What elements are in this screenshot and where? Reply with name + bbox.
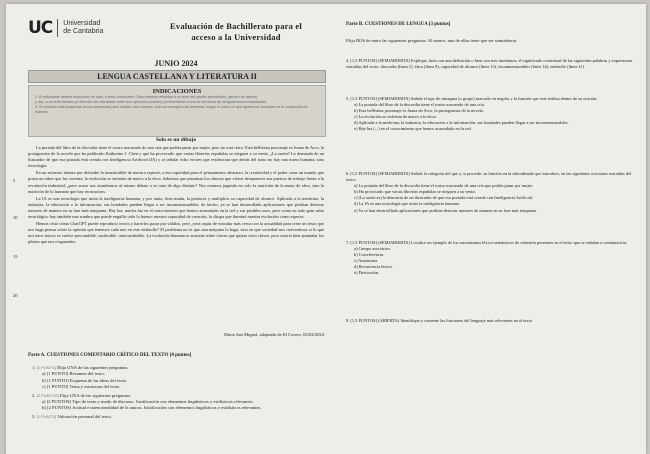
- question-option: a) [1 PUNTO] Resumen del texto.: [42, 371, 105, 377]
- question-7: [346, 240, 634, 277]
- question-1: [32, 365, 332, 391]
- logo-mark: UC: [28, 18, 53, 38]
- question-6: [346, 171, 634, 214]
- question-option: b) [2 PUNTOS] Actitud e intencionalidad de la autora. Justificación con elementos lingüísticos y estilísticos relevantes.: [42, 405, 262, 411]
- line-number: 5: [13, 178, 16, 183]
- question-option: b) Correferencia.: [354, 252, 384, 258]
- part-b-intro: Elija DOS de entre las siguientes preguntas. Al menos, una de ellas tiene que ser semiabierta.: [346, 38, 518, 43]
- question-option: c) Antonimia.: [354, 258, 379, 264]
- question-text: [1,5 PUNTOS] (ABIERTA) Identifique y comente las funciones del lenguaje más relevantes en el texto.: [350, 318, 534, 323]
- question-option: a) Campo asociativo.: [354, 246, 392, 252]
- question-option: d) La IA es una tecnología que imita la inteligencia humana.: [354, 201, 460, 207]
- question-2: [32, 393, 332, 412]
- article-signature: Marta San Miguel, adaptado de El Correo, 05/02/2024: [223, 332, 324, 337]
- question-4: [346, 58, 634, 70]
- question-option: d) Aplicada a la medicina, la industria, la educación o la información, sus bondades pueden llegar a ser inconmensurables.: [354, 120, 569, 126]
- question-option: c) (La razón es) la denuncia de un ilustrador de que esa portada está creada con Inteligencia Artificial.: [354, 195, 533, 201]
- exam-title-line-1: Evaluación de Bachillerato para el: [170, 21, 302, 31]
- question-option: a) La portada del libro de la discordia tiene el rostro macarado de una cría que podría pasar por mujer.: [354, 183, 533, 189]
- question-option: b) [1 PUNTO] Esquema de las ideas del texto.: [42, 377, 128, 383]
- question-option: e) Hay luz (...) en el conocimiento que hemos acumulado en la red.: [354, 126, 472, 132]
- question-option: d) Recurrencia léxica.: [354, 264, 393, 270]
- question-5: [346, 96, 634, 133]
- question-option: a) [2 PUNTOS] Tipo de texto y modo de discurso. Justificación con elementos lingüísticos y estilísticos relevantes.: [42, 399, 254, 405]
- subject-banner: LENGUA CASTELLANA Y LITERATURA II: [28, 70, 326, 83]
- question-text: Elija UNA de las siguientes preguntas:: [59, 392, 131, 398]
- question-3: [32, 414, 332, 420]
- article-paragraph: La IA es una tecnología que imita la inteligencia humana, y por tanto, bien usada, la potencia y multiplica su capacidad de alcance. Aplicada a la medicina, la industria, la educación o la información, sus bondades pueden llegar a ser inconmensurables; de hecho, ya se han desarrollado aplicaciones que podrían detectar tumores de manera en su fase más temprana. Hay luz, mucha luz en el conocimiento que hemos acumulado en la red y sus posibles usos, pero como en todo gran salto tecnológico hay también una sombra que puede engullir todo lo bueno: nuestra capacidad de creación, la chispa que iluminó nuestra evolución como especie.: [28, 195, 324, 220]
- question-number: 6.: [346, 171, 350, 176]
- logo-line-2: de Cantabria: [63, 28, 104, 35]
- part-a-title: Parte A. CUESTIONES COMENTARIO CRÍTICO DEL TEXTO [4 puntos]: [28, 353, 192, 358]
- instruction-line: 1. El estudiante deberá responder, en total, a siete cuestiones. Cinco estarán referidas a un texto del ámbito periodístico, género de opinión,: [35, 95, 259, 99]
- question-number: 8.: [346, 318, 350, 323]
- part-b-title: Parte B. CUESTIONES DE LENGUA [3 puntos]: [346, 22, 451, 27]
- question-text: [1,5 PUNTOS] (SEMIABIERTA) Señale la categoría del que y, si procede, su función en la subordinada que introduce, en las siguientes oraciones extraídas del texto:: [346, 171, 632, 183]
- question-text: [1,5 PUNTOS] (SEMIABIERTA) Localice un ejemplo de los mecanismos léxico-semánticos de cohesión presentes en el texto que se señalan a continuación:: [350, 240, 628, 245]
- question-number: 4.: [346, 58, 350, 63]
- question-option: c) La evolución se enfrenta de nuevo a la ética.: [354, 114, 437, 120]
- question-text: Valoración personal del texto.: [57, 413, 113, 419]
- question-option: e) Ya se han desarrollado aplicaciones que podrían detectar tumores de manera en su fase más temprana.: [354, 207, 538, 213]
- question-points: [1 PUNTO]: [36, 365, 57, 370]
- question-points: [1 PUNTO]: [36, 413, 57, 419]
- part-a-questions: [32, 363, 332, 420]
- instructions-title: INDICACIONES: [152, 88, 202, 95]
- question-text: [1,5 PUNTOS] (SEMIABIERTA) Explique, bien con una definición o bien con tres sinónimos, el significado contextual de las siguientes palabras y expresiones extraídas del texto: discordia (línea 1), ética (línea 8), capacidad de alcance (línea 13), inconmensurables (línea 14), embrollo (línea 21).: [346, 58, 633, 70]
- text-title: Solo es un dibujo: [155, 137, 197, 143]
- logo-divider: [57, 19, 58, 37]
- exam-page: [6, 4, 646, 454]
- exam-date: JUNIO 2024: [154, 59, 198, 68]
- exam-title: [156, 21, 316, 43]
- question-points: [2 PUNTOS]: [36, 392, 59, 398]
- logo-line-1: Universidad: [63, 20, 101, 27]
- question-number: 5.: [346, 96, 350, 101]
- question-option: b) Esta bellísima personaje es Juana de Arco, la protagonista de la novela.: [354, 108, 484, 114]
- question-text: Elija UNA de las siguientes preguntas:: [57, 365, 129, 370]
- question-option: e) Derivación.: [354, 270, 380, 276]
- instruction-line: 2. Si contesta más preguntas de las necesarias para realizar este examen, sólo se corregirán las primeras, según el orden en que aparezcan resueltas en el cuadernillo de examen.: [35, 105, 308, 114]
- logo-text: [63, 20, 103, 36]
- article-body: [28, 145, 324, 247]
- question-option: a) La portada del libro de la discordia tiene el rostro macarado de una cría.: [354, 102, 485, 108]
- instructions-box: [28, 85, 326, 137]
- article-paragraph: En un esfuerzo intento por defender lo insustituible de nuestra especie, a esa capacidad para el pensamiento abstracto, la creatividad y el poder crear un mundo que posea un ethos que las caverna, la evolución se enfrenta de nuevo a la ética. Sabemos que pensabas los obreros que vieron desaparecer sus puestos de trabajo frente a la revolución industrial, ¿pero acaso nos asombraros al mismo debate o se trata de algo distinto? Nos estamos jugando no solo la nutrición de la mano de obra, sino la nutrición de lo humano que hay en nosotros.: [28, 170, 324, 194]
- question-number: 7.: [346, 240, 350, 245]
- question-8: [346, 318, 634, 324]
- question-option: c) [1 PUNTO] Tema y estructura del texto.: [42, 384, 121, 390]
- line-number: 20: [13, 293, 18, 298]
- exam-title-line-2: acceso a la Universidad: [191, 32, 281, 42]
- question-number: 3.: [32, 413, 36, 419]
- question-text: [1,5 PUNTOS] (SEMIABIERTA) Señale el tipo de sintagma (o grupo) marcado en negrita y la función que este realiza dentro de su oración:: [350, 96, 598, 101]
- article-paragraph: Hemos visto cómo ChatGPT puede reproducir textos y hacerlos pasar por válidos, pero ¿será capaz de vincular más cerca con la actualidad para crear un texto que nos haga pensar sobre la opinión que tenemos cada uno en este embrollo? El problema no es que una máquina lo haga, sino en que sociedad nos convertimos si lo que nos hace únicos se vuelve prescindible, sustituible, intercambiable. La evolución humana se sostiene sobre claves que quizás otros claves, pero estaría bien apuntalar los pilares que nos resguardan.: [28, 221, 324, 245]
- line-number: 15: [13, 254, 18, 259]
- article-paragraph: La portada del libro de la discordia tiene el rostro macarado de una cría que podría pasar por mujer, pero no está claro. Esta bellísima personaje es Juana de Arco, la protagonista de la novela que ha publicado Katherine J. Chen y que ha provocado que varias librerías españolas se nieguen a su venta. ¿La razón? La demanda de un ilustrador de que esa portada está creada con Inteligencia Artificial (IA) y al señalar echo errores que evidencian que detrás del trazo no hay una mano humana, sino tecnología.: [28, 145, 324, 169]
- instruction-line: y dos, a un texto literario (a elección del estudiante entre dos opciones posibles) perteneciente a una de las obras de obligada lectura estudiadas.: [35, 100, 267, 104]
- question-number: 1.: [32, 365, 36, 370]
- question-number: 2.: [32, 392, 36, 398]
- university-logo: [28, 18, 103, 38]
- question-option: b) Ha provocado que varias librerías españolas se nieguen a su venta.: [354, 189, 476, 195]
- line-number: 10: [13, 215, 18, 220]
